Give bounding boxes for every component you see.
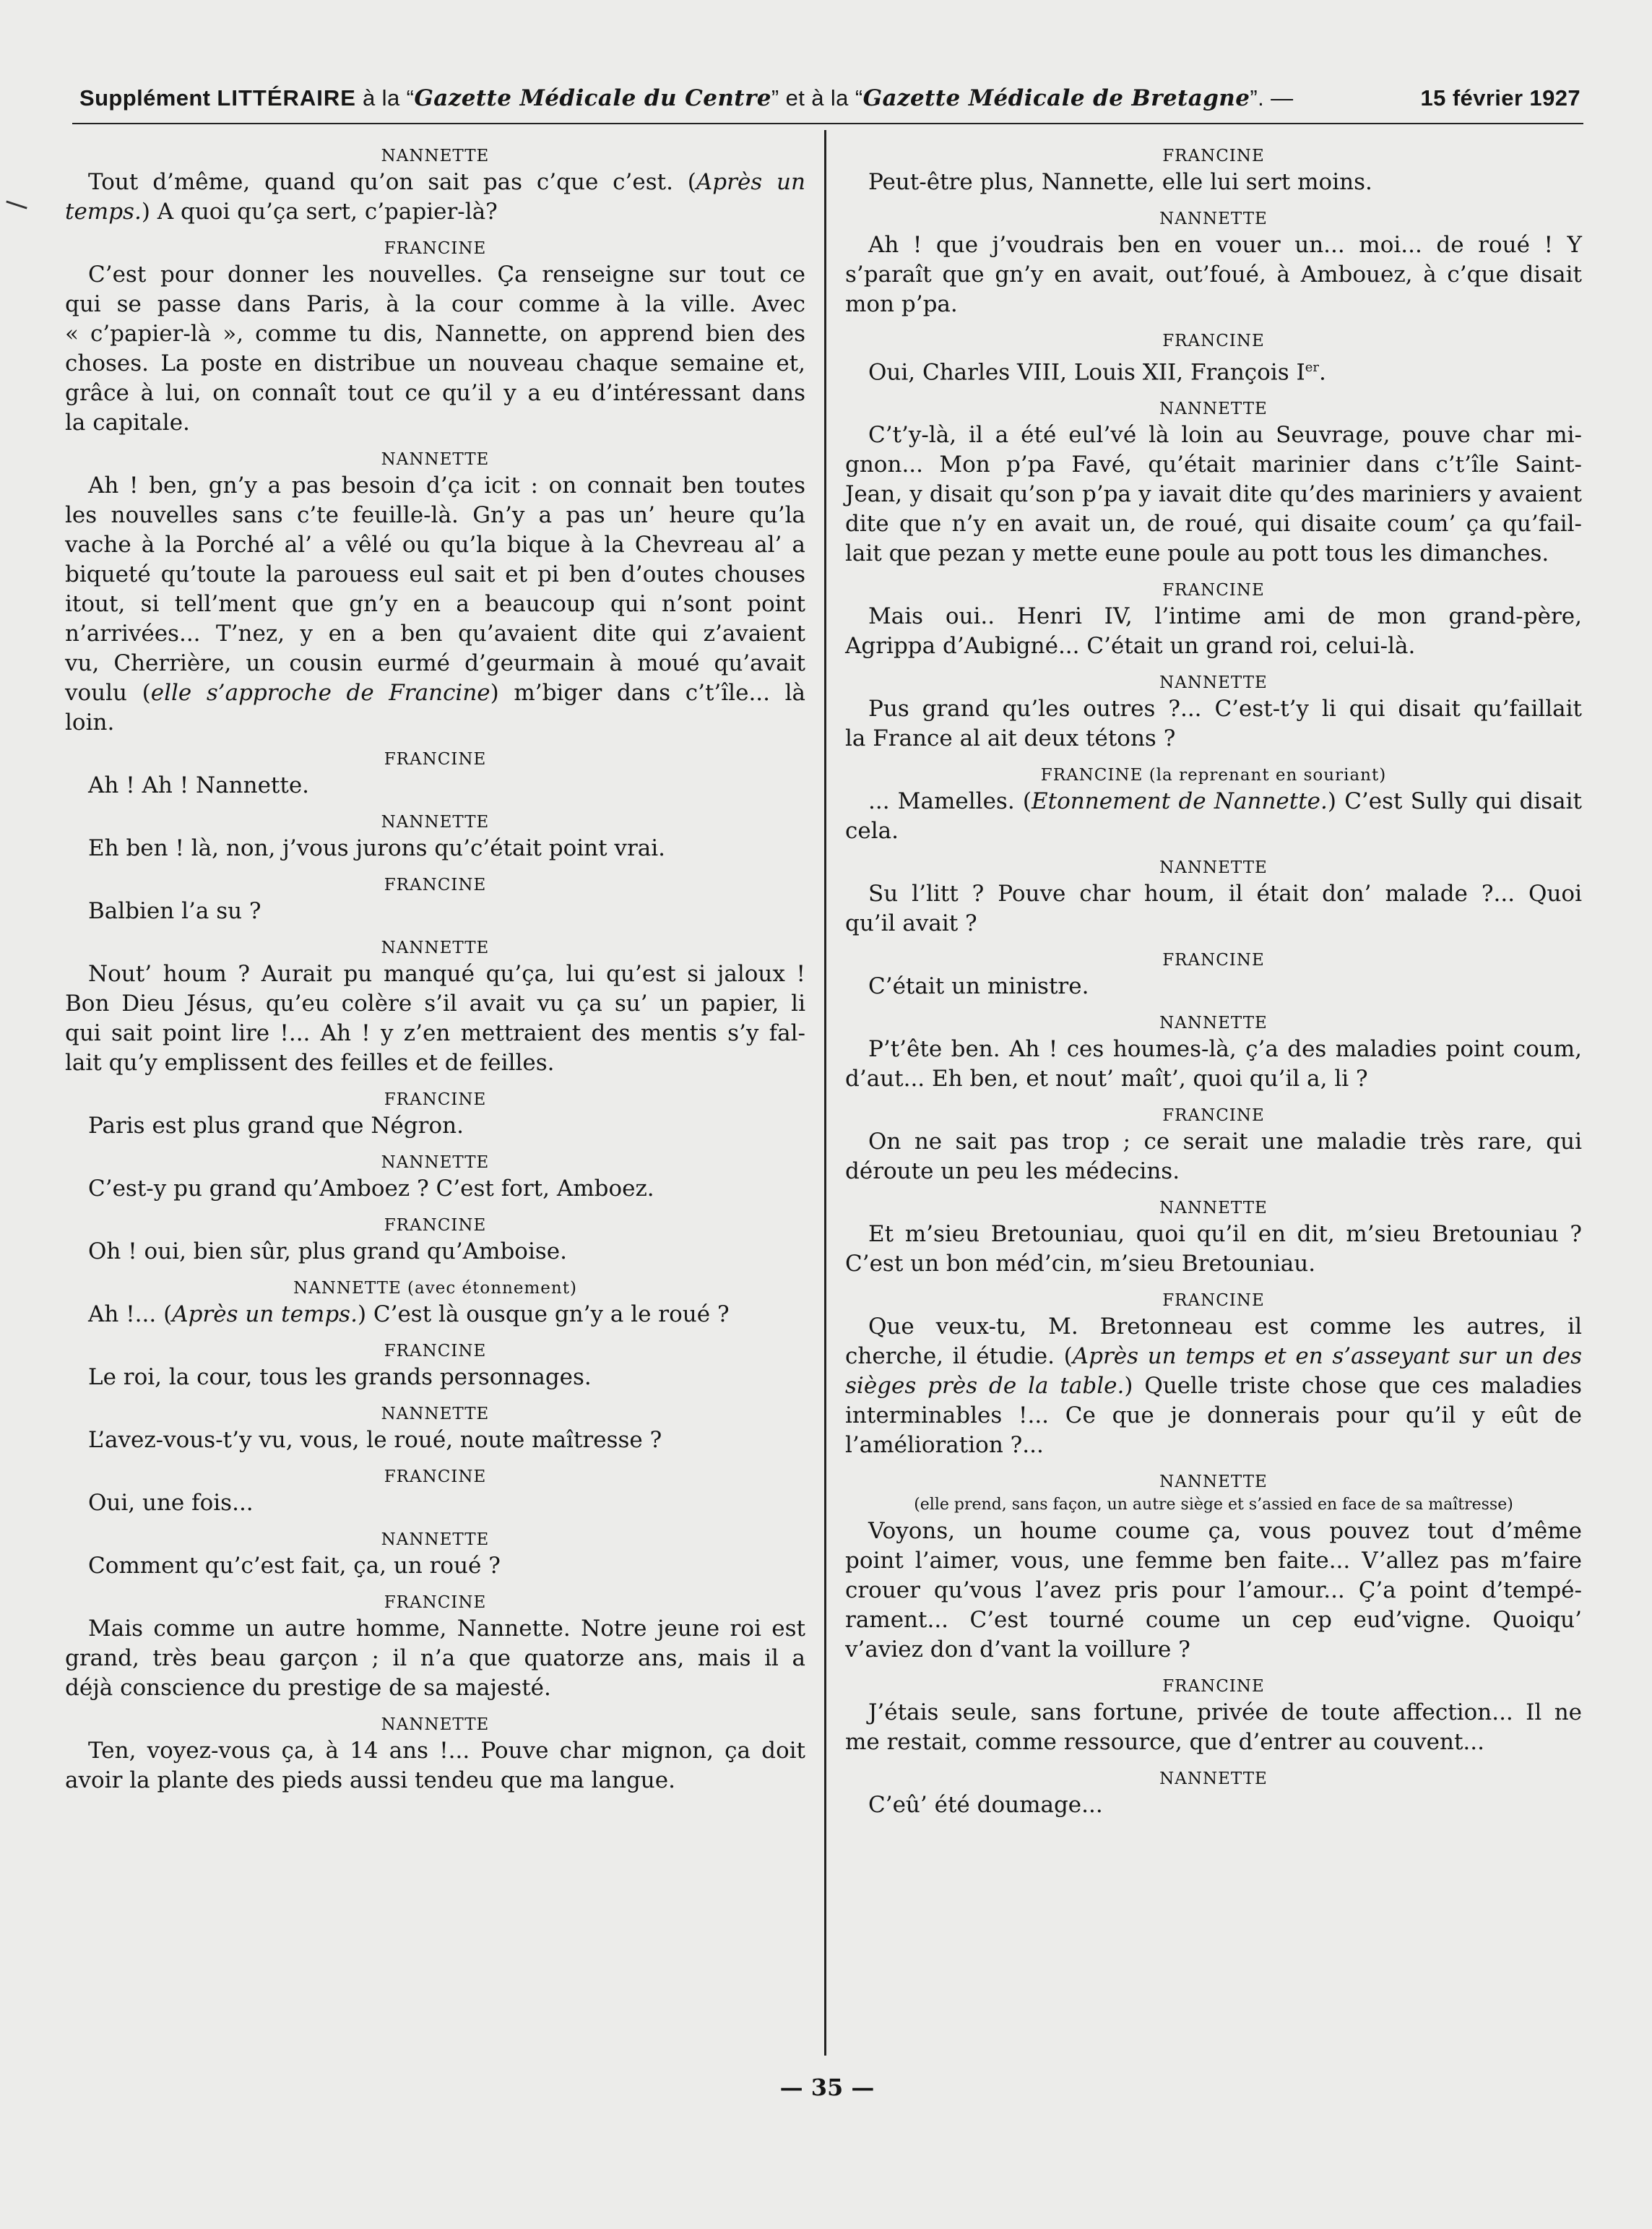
text-segment: Oh ! oui, bien sûr, plus grand qu’Amboise. <box>88 1238 567 1264</box>
stage-direction: (elle prend, sans façon, un autre siège et s’assied en face de sa maîtresse) <box>914 1496 1513 1514</box>
text-line <box>845 816 1582 846</box>
speaker-name: NANNETTE <box>1159 1014 1268 1033</box>
text-segment: ) Quelle triste chose que ces maladies <box>1124 1373 1583 1400</box>
text-line <box>65 260 805 290</box>
italic-segment: temps. <box>65 199 142 225</box>
column-divider <box>824 130 826 2056</box>
dialogue-block <box>845 579 1582 661</box>
text-line <box>65 619 805 649</box>
text-segment: la capitale. <box>65 410 190 436</box>
text-segment: . <box>1319 359 1326 386</box>
text-line <box>65 471 805 501</box>
text-line <box>65 379 805 408</box>
text-line <box>65 989 805 1019</box>
header-connector-1: à la “ <box>363 85 415 111</box>
dialogue-block <box>845 1012 1582 1094</box>
italic-segment: Etonnement de Nannette. <box>1032 788 1328 815</box>
text-line <box>845 1249 1582 1279</box>
text-segment: Eh ben ! là, non, j’vous jurons qu’c’était point vrai. <box>88 835 666 861</box>
text-segment: P’t’ête ben. Ah ! ces houmes-là, ç’a des maladies point coum, <box>868 1036 1582 1063</box>
text-segment: vache à la Porché al’ a vêlé ou qu’la bique à la Chevreau al’ a <box>65 532 805 558</box>
text-line <box>845 602 1582 631</box>
speaker-name: NANNETTE <box>381 939 490 957</box>
text-line <box>845 1035 1582 1064</box>
text-line <box>845 1635 1582 1665</box>
text-segment: C’est pour donner les nouvelles. Ça renseigne sur tout ce <box>88 262 805 288</box>
text-line <box>845 1546 1582 1576</box>
text-line <box>845 1371 1582 1401</box>
italic-segment: elle s’approche de Francine <box>150 680 490 706</box>
dialogue-block <box>65 936 805 1078</box>
speaker-name: NANNETTE <box>381 1405 490 1423</box>
dialogue-block <box>65 1214 805 1267</box>
text-segment: cherche, il étudie. ( <box>845 1343 1073 1370</box>
text-segment: grand, très beau garçon ; il n’a que quatorze ans, mais il a <box>65 1645 805 1671</box>
text-line <box>845 1127 1582 1157</box>
text-segment: Pus grand qu’les outres ?... C’est-t’y li qui disait qu’faillait <box>868 696 1582 723</box>
text-segment: Mais oui.. Henri IV, l’intime ami de mon grand-père, <box>868 603 1582 630</box>
text-line <box>845 421 1582 450</box>
text-segment: L’avez-vous-t’y vu, vous, le roué, noute maîtresse ? <box>88 1427 662 1453</box>
text-line <box>845 1401 1582 1431</box>
margin-mark <box>6 200 27 209</box>
speaker-name: FRANCINE (la reprenant en souriant) <box>1040 766 1387 785</box>
speaker-name: NANNETTE <box>1159 1473 1268 1492</box>
text-segment: Bon Dieu Jésus, qu’eu colère s’il avait vu ça su’ un papier, li <box>65 991 805 1017</box>
text-line <box>845 724 1582 754</box>
dialogue-block <box>845 1470 1582 1665</box>
text-line <box>65 197 805 227</box>
speaker-name: NANNETTE <box>381 813 490 832</box>
text-line <box>845 1431 1582 1460</box>
header-rule <box>72 123 1583 124</box>
text-line <box>65 678 805 708</box>
text-segment: Comment qu’c’est fait, ça, un roué ? <box>88 1553 501 1579</box>
speaker-name: FRANCINE <box>384 1090 487 1109</box>
text-segment: er <box>1305 360 1319 375</box>
dialogue-block <box>845 145 1582 197</box>
text-segment: loin. <box>65 710 115 736</box>
dialogue-block <box>65 1402 805 1455</box>
speaker-name: FRANCINE <box>1162 581 1265 600</box>
text-segment: Jean, y disait qu’son p’pa y iavait dite qu’des mariniers y avaient <box>845 481 1582 508</box>
text-segment: qui se passe dans Paris, à la cour comme à la ville. Avec <box>65 291 805 317</box>
text-line <box>845 450 1582 480</box>
speaker-name: NANNETTE <box>381 1153 490 1172</box>
text-segment: Oui, Charles VIII, Louis XII, François I <box>868 359 1305 386</box>
text-segment: cela. <box>845 818 899 845</box>
dialogue-block <box>65 448 805 738</box>
text-segment: Oui, une fois... <box>88 1490 254 1516</box>
header-gazette-centre: Gazette Médicale du Centre <box>414 85 771 111</box>
dialogue-block <box>845 397 1582 569</box>
text-line <box>845 1157 1582 1186</box>
text-line <box>65 897 805 926</box>
text-line <box>845 787 1582 816</box>
text-segment: biqueté qu’toute la parouess eul sait et pi ben d’outes chouses <box>65 561 805 587</box>
text-line <box>845 1064 1582 1094</box>
speaker-name: NANNETTE (avec étonnement) <box>293 1279 577 1298</box>
text-segment: Ah ! ben, gn’y a pas besoin d’ça icit : on connait ben toutes <box>88 473 805 499</box>
dialogue-block <box>65 1591 805 1703</box>
text-line <box>65 530 805 560</box>
dialogue-block <box>65 1088 805 1141</box>
text-segment: Ten, voyez-vous ça, à 14 ans !... Pouve char mignon, ça doit <box>88 1738 805 1764</box>
italic-segment: sièges près de la table. <box>845 1373 1125 1400</box>
text-line <box>845 694 1582 724</box>
text-line <box>845 879 1582 909</box>
text-segment: rament... C’est tourné coume un cep eud’vigne. Quoiqu’ <box>845 1607 1582 1634</box>
speaker-name: FRANCINE <box>1162 1677 1265 1696</box>
dialogue-block <box>65 1340 805 1392</box>
text-line <box>65 1673 805 1703</box>
speaker-name: NANNETTE <box>381 1715 490 1734</box>
text-segment: qui sait point lire !... Ah ! y z’en mettraient des mentis s’y fal- <box>65 1020 805 1046</box>
left-column <box>65 145 805 1806</box>
speaker-name: FRANCINE <box>384 1593 487 1612</box>
speaker-name: FRANCINE <box>384 1216 487 1235</box>
text-line <box>845 509 1582 539</box>
text-segment: Su l’litt ? Pouve char houm, il était don’ malade ?... Quoi <box>868 881 1582 907</box>
text-line <box>65 1644 805 1673</box>
text-segment: C’est-y pu grand qu’Amboez ? C’est fort, Amboez. <box>88 1176 654 1202</box>
speaker-name: NANNETTE <box>1159 673 1268 693</box>
speaker-name: FRANCINE <box>384 239 487 258</box>
text-segment: avoir la plante des pieds aussi tendeu que ma langue. <box>65 1767 675 1793</box>
text-line <box>65 408 805 438</box>
text-segment: C’était un ministre. <box>868 973 1089 1000</box>
text-segment: ) m’biger dans c’t’île... là <box>490 680 805 706</box>
header-date: 15 février 1927 <box>1420 85 1580 111</box>
text-segment: C’est un bon méd’cin, m’sieu Bretouniau. <box>845 1251 1316 1277</box>
dialogue-block <box>845 949 1582 1001</box>
text-line <box>845 909 1582 939</box>
speaker-name: FRANCINE <box>384 1342 487 1361</box>
speaker-name: FRANCINE <box>384 876 487 894</box>
text-segment: dite que n’y en avait un, de roué, qui disaite coum’ ça qu’fail- <box>845 511 1582 538</box>
speaker-name: FRANCINE <box>1162 1291 1265 1311</box>
text-segment: ) A quoi qu’ça sert, c’papier-là? <box>141 199 498 225</box>
text-segment: v’aviez don d’vant la voillure ? <box>845 1637 1190 1663</box>
text-line <box>845 972 1582 1001</box>
speaker-name: NANNETTE <box>1159 1199 1268 1218</box>
text-segment: d’aut... Eh ben, et nout’ maît’, quoi qu’il a, li ? <box>845 1066 1368 1092</box>
text-line <box>65 501 805 530</box>
text-segment: qu’il avait ? <box>845 910 977 937</box>
text-line <box>65 590 805 619</box>
text-line <box>845 1576 1582 1605</box>
dialogue-block <box>65 748 805 801</box>
text-segment: ... Mamelles. ( <box>868 788 1032 815</box>
dialogue-block <box>845 1767 1582 1820</box>
text-segment: Nout’ houm ? Aurait pu manqué qu’ça, lui qu’est si jaloux ! <box>88 961 805 987</box>
italic-segment: Après un temps et en s’asseyant sur un des <box>1072 1343 1583 1370</box>
speaker-name: FRANCINE <box>384 1467 487 1486</box>
text-segment: C’t’y-là, il a été eul’vé là loin au Seuvrage, pouve char mi- <box>868 422 1582 449</box>
text-line <box>65 1426 805 1455</box>
text-line <box>845 1517 1582 1546</box>
speaker-name: FRANCINE <box>1162 951 1265 970</box>
text-segment: crouer qu’vous l’avez pris pour l’amour... Ç’a point d’tempé- <box>845 1577 1582 1604</box>
dialogue-block <box>845 1197 1582 1279</box>
header-bold-word: LITTÉRAIRE <box>217 85 356 111</box>
text-segment: Peut-être plus, Nannette, elle lui sert moins. <box>868 169 1372 195</box>
text-segment: lait que pezan y mette eune poule au pott tous les dimanches. <box>845 540 1549 567</box>
running-header <box>79 85 1580 111</box>
text-segment: C’eû’ été doumage... <box>868 1792 1103 1819</box>
text-segment: On ne sait pas trop ; ce serait une maladie très rare, qui <box>868 1129 1582 1155</box>
text-segment: déjà conscience du prestige de sa majesté. <box>65 1675 551 1701</box>
text-line <box>65 1766 805 1795</box>
text-line <box>845 480 1582 509</box>
text-segment: Balbien l’a su ? <box>88 898 261 924</box>
dialogue-block <box>65 1528 805 1581</box>
text-segment: déroute un peu les médecins. <box>845 1158 1180 1185</box>
text-segment: interminables !... Ce que je donnerais pour qu’il y eût de <box>845 1402 1582 1429</box>
dialogue-block <box>65 1465 805 1518</box>
text-line <box>845 1790 1582 1820</box>
speaker-name: NANNETTE <box>381 147 490 165</box>
text-segment: n’arrivées... T’nez, y en a ben qu’avaient dite qui z’avaient <box>65 621 805 647</box>
text-line <box>65 560 805 590</box>
dialogue-block <box>65 874 805 926</box>
dialogue-block <box>65 1713 805 1795</box>
italic-segment: Après un temps. <box>172 1301 358 1327</box>
italic-segment: Après un <box>696 169 805 195</box>
text-line <box>65 1488 805 1518</box>
speaker-name: NANNETTE <box>1159 400 1268 419</box>
text-line <box>65 1551 805 1581</box>
text-line <box>845 230 1582 260</box>
dialogue-block <box>845 671 1582 754</box>
text-segment: Et m’sieu Bretouniau, quoi qu’il en dit, m’sieu Bretouniau ? <box>868 1221 1582 1248</box>
text-segment: Tout d’même, quand qu’on sait pas c’que c’est. ( <box>88 169 696 195</box>
text-line <box>65 771 805 801</box>
dialogue-block <box>65 237 805 438</box>
dialogue-block <box>845 1289 1582 1460</box>
speaker-name: FRANCINE <box>384 750 487 769</box>
text-segment: J’étais seule, sans fortune, privée de toute affection... Il ne <box>868 1699 1582 1726</box>
text-segment: itout, si tell’ment que gn’y en a beaucoup qui n’sont point <box>65 591 805 617</box>
text-line <box>845 1220 1582 1249</box>
text-line <box>65 1174 805 1204</box>
text-segment: Paris est plus grand que Négron. <box>88 1113 464 1139</box>
text-segment: vu, Cherrière, un cousin eurmé d’geurmain à moué qu’avait <box>65 650 805 676</box>
text-segment: Que veux-tu, M. Bretonneau est comme les autres, il <box>868 1314 1582 1340</box>
text-segment: point l’aimer, vous, une femme ben faite... V’allez pas m’faire <box>845 1548 1582 1574</box>
text-segment: Agrippa d’Aubigné... C’était un grand roi, celui-là. <box>845 633 1416 660</box>
text-segment: Ah ! Ah ! Nannette. <box>88 772 310 798</box>
right-column <box>845 145 1582 1830</box>
text-line <box>65 319 805 349</box>
text-line <box>65 1111 805 1141</box>
text-line <box>845 1698 1582 1728</box>
text-line <box>65 649 805 678</box>
text-segment: Le roi, la cour, tous les grands personnages. <box>88 1364 592 1390</box>
header-gazette-bretagne: Gazette Médicale de Bretagne <box>862 85 1250 111</box>
speaker-name: NANNETTE <box>381 450 490 469</box>
dialogue-block <box>65 1277 805 1329</box>
text-line <box>845 260 1582 290</box>
page-number: — 35 — <box>779 2074 875 2101</box>
text-segment: voulu ( <box>65 680 151 706</box>
text-line <box>65 1363 805 1392</box>
text-line <box>845 168 1582 197</box>
text-segment: me restait, comme ressource, que d’entrer au couvent... <box>845 1729 1484 1756</box>
text-line <box>65 1048 805 1078</box>
text-segment: s’paraît que gn’y en avait, out’foué, à Ambouez, à c’que disait <box>845 262 1582 288</box>
text-segment: Mais comme un autre homme, Nannette. Notre jeune roi est <box>88 1616 805 1642</box>
text-line <box>845 1342 1582 1371</box>
text-line <box>65 290 805 319</box>
speaker-name: FRANCINE <box>1162 1106 1265 1126</box>
text-line <box>65 1237 805 1267</box>
text-segment: lait qu’y emplissent des feilles et de feilles. <box>65 1050 555 1076</box>
speaker-name: NANNETTE <box>1159 858 1268 878</box>
text-line <box>65 708 805 738</box>
dialogue-block <box>845 1675 1582 1757</box>
text-segment: « c’papier-là », comme tu dis, Nannette, on apprend bien des <box>65 321 805 347</box>
dialogue-block <box>845 1104 1582 1186</box>
text-line <box>845 1605 1582 1635</box>
text-segment: Voyons, un houme coume ça, vous pouvez tout d’même <box>868 1518 1582 1545</box>
text-line <box>65 1300 805 1329</box>
header-connector-2: ” et à la “ <box>771 85 863 111</box>
text-segment: mon p’pa. <box>845 291 958 317</box>
text-line <box>845 1312 1582 1342</box>
text-segment: choses. La poste en distribue un nouveau chaque semaine et, <box>65 350 805 376</box>
dialogue-block <box>845 207 1582 319</box>
dialogue-block <box>845 764 1582 846</box>
text-segment: gnon... Mon p’pa Favé, qu’était marinier dans c’t’île Saint- <box>845 452 1582 478</box>
text-line <box>845 1728 1582 1757</box>
text-line <box>65 960 805 989</box>
header-prefix: Supplément <box>79 85 211 111</box>
text-line <box>65 1019 805 1048</box>
dialogue-block <box>845 856 1582 939</box>
text-segment: Ah ! que j’voudrais ben en vouer un... moi... de roué ! Y <box>868 232 1582 258</box>
dialogue-block <box>65 145 805 227</box>
speaker-name: NANNETTE <box>1159 210 1268 228</box>
text-segment: l’amélioration ?... <box>845 1432 1044 1459</box>
text-segment: grâce à lui, on connaît tout ce qu’il y a eu d’intéressant dans <box>65 380 805 406</box>
text-segment: Ah !... ( <box>88 1301 173 1327</box>
dialogue-block <box>845 329 1582 387</box>
text-line <box>845 353 1582 387</box>
text-line <box>845 290 1582 319</box>
speaker-name: NANNETTE <box>381 1530 490 1549</box>
text-line <box>845 539 1582 569</box>
dialogue-block <box>65 1151 805 1204</box>
text-line <box>845 631 1582 661</box>
text-segment: la France al ait deux tétons ? <box>845 725 1176 752</box>
text-segment: ) C’est là ousque gn’y a le roué ? <box>357 1301 730 1327</box>
text-line <box>65 1614 805 1644</box>
text-segment: ) C’est Sully qui disait <box>1327 788 1582 815</box>
dialogue-block <box>65 811 805 863</box>
header-connector-3: ”. — <box>1250 85 1294 111</box>
speaker-name: FRANCINE <box>1162 332 1265 350</box>
speaker-name: FRANCINE <box>1162 147 1265 165</box>
text-line <box>65 168 805 197</box>
text-line <box>65 349 805 379</box>
text-line <box>65 1736 805 1766</box>
text-segment: les nouvelles sans c’te feuille-là. Gn’y a pas un’ heure qu’la <box>65 502 805 528</box>
speaker-name: NANNETTE <box>1159 1769 1268 1789</box>
text-line <box>65 834 805 863</box>
